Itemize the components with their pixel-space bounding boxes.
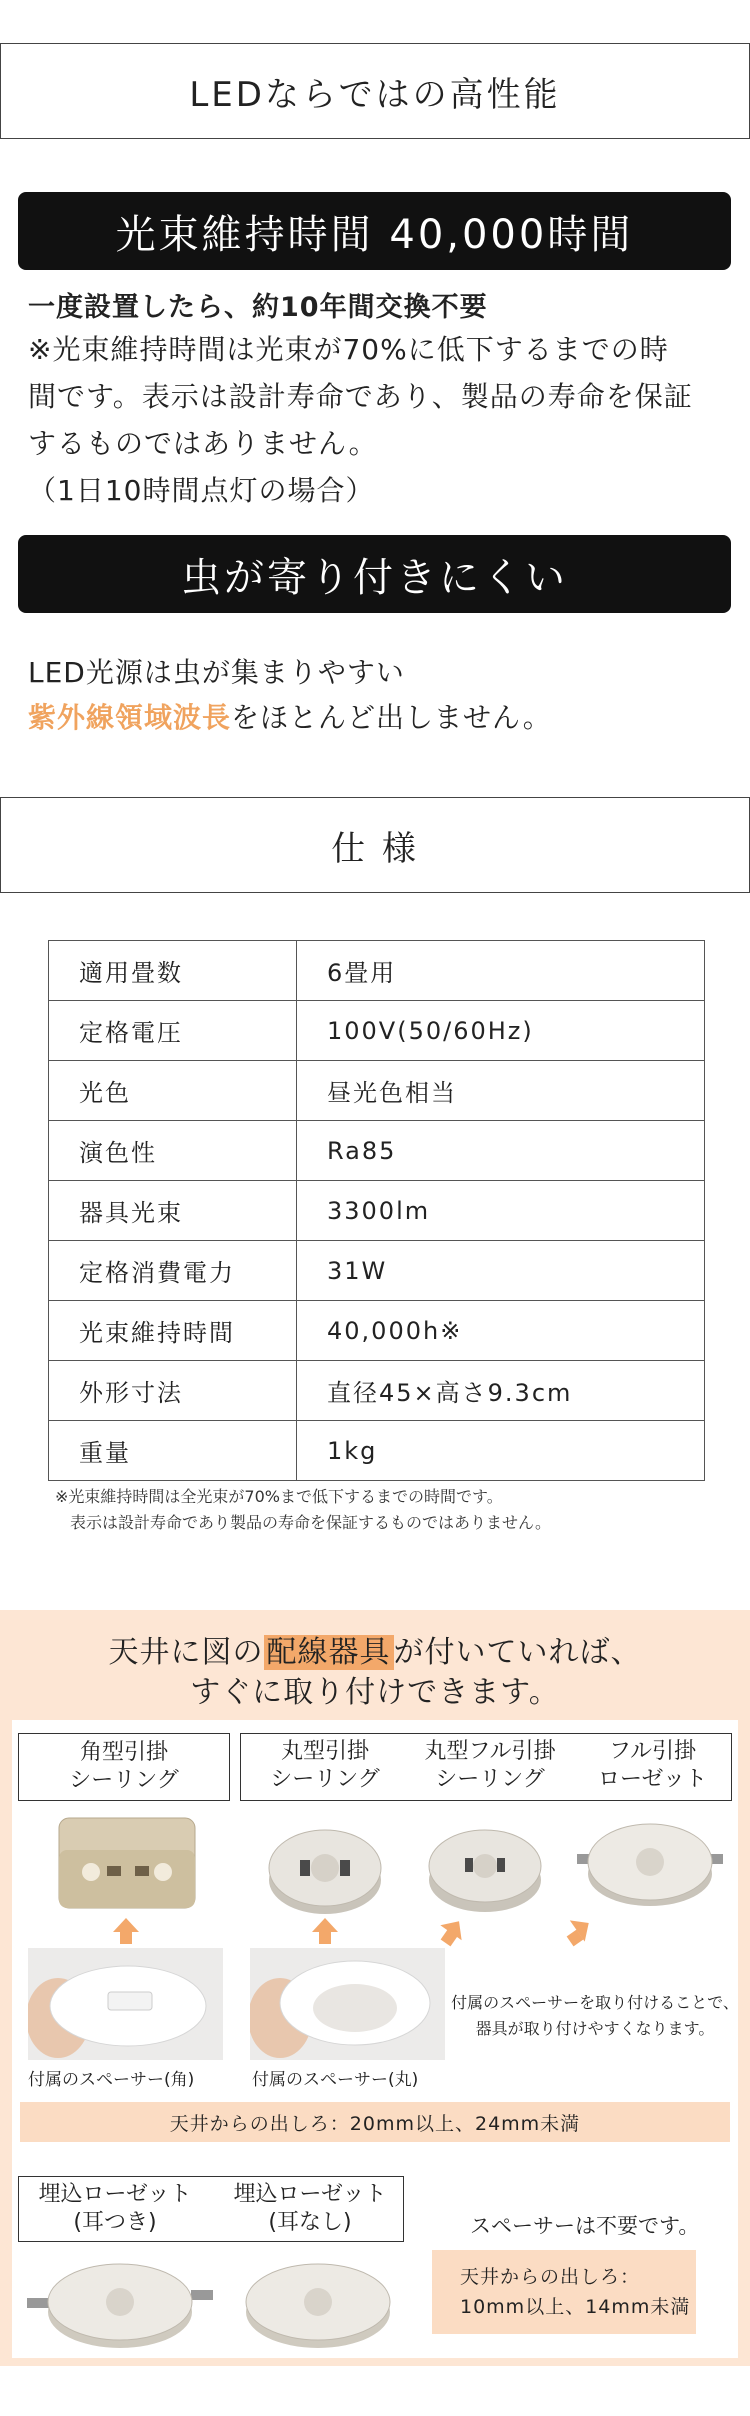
square-spacer-photo <box>28 1948 223 2060</box>
spec-value: 100V(50/60Hz) <box>297 1001 705 1061</box>
no-spacer-text: スペーサーは不要です。 <box>470 2214 700 2238</box>
round-full-ceiling-fixture <box>425 1808 545 1918</box>
spec-note-1: ※光束維持時間は全光束が70%まで低下するまでの時間です。 <box>55 1487 503 1506</box>
spec-value: Ra85 <box>297 1121 705 1181</box>
spec-key: 光色 <box>49 1061 297 1121</box>
section-title-spec: 仕 様 <box>0 797 750 893</box>
embedded-rosette-no-ears-fixture <box>238 2250 398 2354</box>
spec-value: 1kg <box>297 1421 705 1481</box>
label-line: 埋込ローゼット <box>233 2182 387 2207</box>
arrow-up-icon <box>312 1918 338 1932</box>
spec-key: 適用畳数 <box>49 941 297 1001</box>
label-line: 埋込ローゼット <box>38 2182 192 2207</box>
arrow-stem <box>319 1932 331 1944</box>
embedded-rosette-ears-fixture <box>25 2250 215 2354</box>
square-ceiling-fixture <box>55 1810 200 1915</box>
note-line: 器具が取り付けやすくなります。 <box>475 2019 715 2038</box>
install-headline-2: すぐに取り付けできます。 <box>190 1675 560 1710</box>
round-ceiling-label <box>250 1738 400 1794</box>
label-line: (耳つき) <box>73 2210 157 2235</box>
round-spacer-caption: 付属のスペーサー(丸) <box>252 2070 419 2090</box>
spec-row <box>49 941 705 1001</box>
insect-band: 虫が寄り付きにくい <box>18 535 731 613</box>
arrow-stem <box>120 1932 132 1944</box>
round-spacer-photo <box>250 1948 445 2060</box>
spec-value: 直径45×高さ9.3cm <box>297 1361 705 1421</box>
lifetime-note-4: （1日10時間点灯の場合） <box>28 474 375 507</box>
round-full-ceiling-label <box>405 1738 575 1794</box>
spec-key: 外形寸法 <box>49 1361 297 1421</box>
spec-value: 6畳用 <box>297 941 705 1001</box>
insect-text-2 <box>28 695 552 740</box>
spec-key: 定格電圧 <box>49 1001 297 1061</box>
spec-value: 40,000h※ <box>297 1301 705 1361</box>
insect-text-1: LED光源は虫が集まりやすい <box>28 656 405 689</box>
band-line: 10mm以上、14mm未満 <box>460 2296 691 2318</box>
round-ceiling-fixture <box>265 1808 385 1918</box>
spec-key: 定格消費電力 <box>49 1241 297 1301</box>
lifetime-note-1: ※光束維持時間は光束が70%に低下するまでの時 <box>28 333 669 366</box>
spec-value: 昼光色相当 <box>297 1061 705 1121</box>
spec-value: 31W <box>297 1241 705 1301</box>
square-ceiling-label <box>18 1733 230 1801</box>
headline-highlight: 配線器具 <box>264 1635 394 1670</box>
note-line: 付属のスペーサーを取り付けることで、 <box>451 1993 739 2012</box>
headline-pre: 天井に図の <box>108 1635 264 1670</box>
spec-row <box>49 1121 705 1181</box>
section-title-performance: LEDならではの高性能 <box>0 43 750 139</box>
lifetime-note-2: 間です。表示は設計寿命であり、製品の寿命を保証 <box>28 380 693 413</box>
spec-row <box>49 1241 705 1301</box>
label-line: ローゼット <box>597 1767 708 1792</box>
spacer-note <box>450 1990 740 2042</box>
label-line: 丸型フル引掛 <box>424 1739 556 1764</box>
label-line: シーリング <box>69 1768 179 1793</box>
spec-row <box>49 1301 705 1361</box>
band-line: 天井からの出しろ： <box>460 2266 641 2288</box>
full-rosette-label <box>580 1738 725 1794</box>
spec-row <box>49 1061 705 1121</box>
embedded-rosette-no-ears-label <box>220 2181 400 2237</box>
spec-row <box>49 1421 705 1481</box>
spec-note-2: 表示は設計寿命であり製品の寿命を保証するものではありません。 <box>70 1513 551 1532</box>
spec-value: 3300lm <box>297 1181 705 1241</box>
clearance-band-20-24: 天井からの出しろ：20mm以上、24mm未満 <box>20 2102 730 2142</box>
label-line: フル引掛 <box>608 1739 697 1764</box>
insect-text-rest: をほとんど出しません。 <box>231 701 552 734</box>
clearance-band-10-14 <box>432 2250 696 2334</box>
embedded-rosette-ears-label <box>25 2181 205 2237</box>
lifetime-note-3: するものではありません。 <box>28 427 378 460</box>
install-headline-1 <box>0 1627 750 1671</box>
spec-row <box>49 1001 705 1061</box>
spec-row <box>49 1181 705 1241</box>
spec-key: 光束維持時間 <box>49 1301 297 1361</box>
spec-key: 演色性 <box>49 1121 297 1181</box>
full-rosette-fixture <box>575 1808 725 1918</box>
arrow-up-icon <box>113 1918 139 1932</box>
headline-post: が付いていれば、 <box>393 1635 642 1670</box>
spec-table <box>48 940 705 1481</box>
no-replacement-highlight: 一度設置したら、約10年間交換不要 <box>28 292 488 323</box>
spec-row <box>49 1361 705 1421</box>
label-line: シーリング <box>270 1767 380 1792</box>
label-line: (耳なし) <box>268 2210 352 2235</box>
spec-key: 重量 <box>49 1421 297 1481</box>
label-line: 角型引掛 <box>79 1740 168 1765</box>
lumen-maintenance-band: 光束維持時間 40,000時間 <box>18 192 731 270</box>
square-spacer-caption: 付属のスペーサー(角) <box>28 2070 195 2090</box>
label-line: 丸型引掛 <box>280 1739 369 1764</box>
uv-highlight: 紫外線領域波長 <box>28 701 232 734</box>
label-line: シーリング <box>435 1767 545 1792</box>
spec-key: 器具光束 <box>49 1181 297 1241</box>
